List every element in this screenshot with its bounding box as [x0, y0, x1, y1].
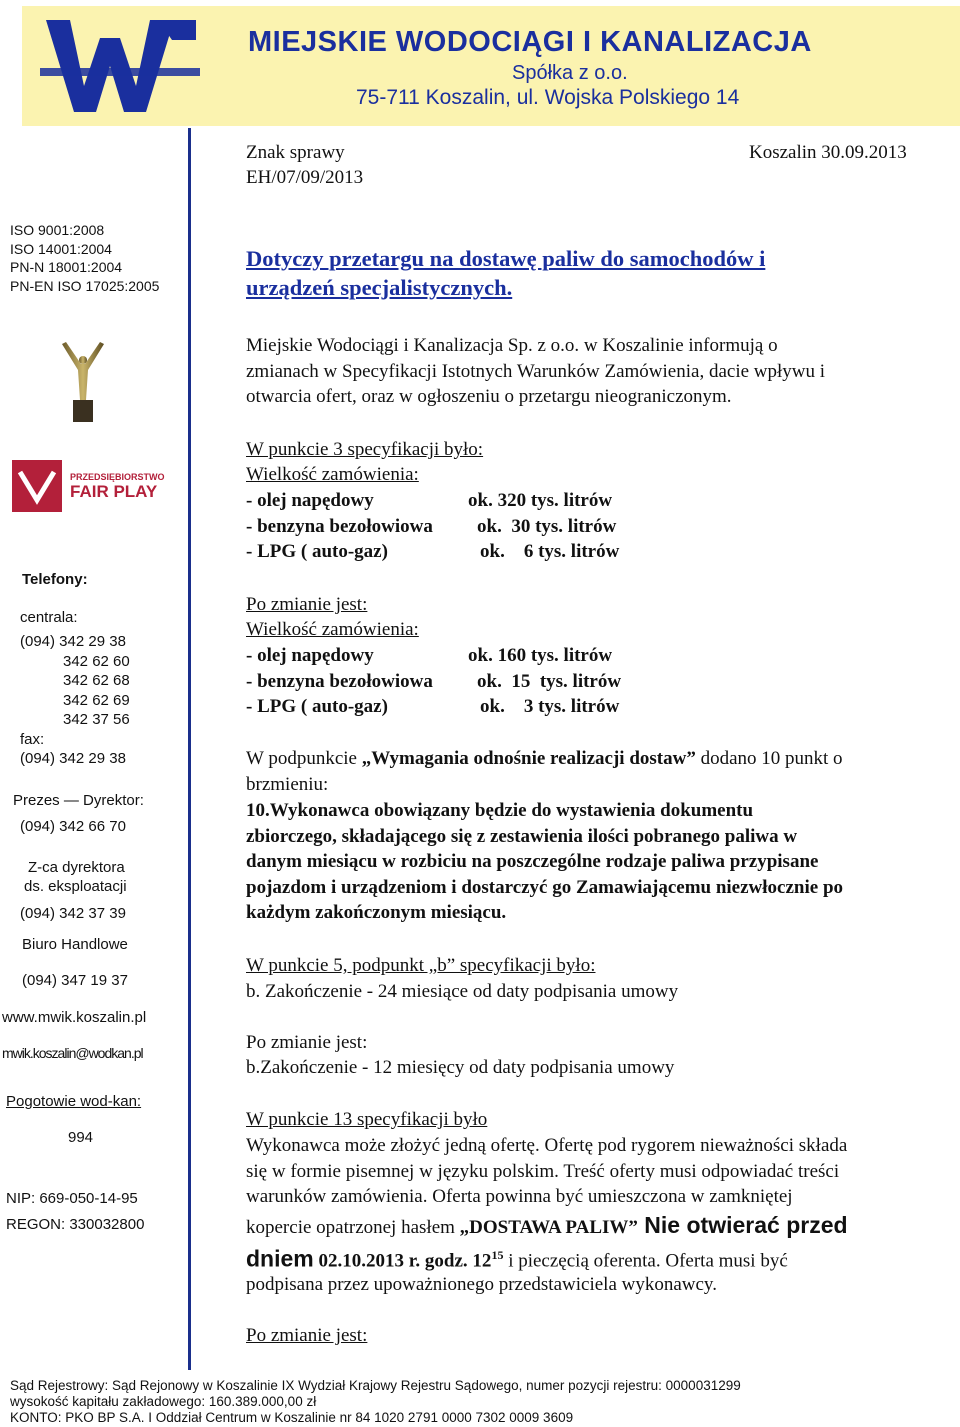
p13-line5 [246, 1243, 788, 1274]
subpoint-suffix: dodano 10 punkt o [695, 748, 843, 769]
fuel-amount: ok. 160 tys. litrów [468, 645, 613, 666]
fuel-amount: ok. 30 tys. litrów [477, 515, 617, 537]
fuel-name: - olej napędowy [246, 490, 374, 511]
footer-account: KONTO: PKO BP S.A. I Oddział Centrum w Koszalinie nr 84 1020 2791 0000 7302 0009 3609 [10, 1410, 574, 1425]
phone-number: 342 37 56 [63, 711, 130, 728]
volume-item [246, 643, 613, 669]
volume-item [246, 514, 617, 540]
fuel-name: - LPG ( auto-gaz) [246, 696, 388, 717]
iso-item: ISO 14001:2004 [10, 240, 112, 257]
fair-play-label: FAIR PLAY [70, 482, 158, 501]
fuel-amount: ok. 6 tys. litrów [480, 541, 620, 562]
biuro-number: (094) 347 19 37 [22, 972, 128, 989]
centrala-label: centrala: [20, 609, 78, 626]
before-volume-list [246, 488, 620, 565]
footer-court: Sąd Rejestrowy: Sąd Rejonowy w Koszalinie IX Wydział Krajowy Rejestru Sądowego, numer pozycji rejestru: 0000031299 [10, 1378, 741, 1393]
iso-item: ISO 9001:2008 [10, 222, 105, 238]
volume-item [246, 488, 613, 514]
p13-line6: podpisana przez upoważnionego przedstawiciela wykonawcy. [246, 1274, 717, 1295]
intro-paragraph [246, 333, 825, 410]
point10-line: zbiorczego, składającego się z zestawienia ilości pobranego paliwa w [246, 825, 798, 847]
fax-label: fax: [20, 731, 45, 748]
p13-line: warunków zamówienia. Oferta powinna być umieszczona w zamkniętej [246, 1186, 793, 1207]
iso-item: PN-N 18001:2004 [10, 259, 123, 275]
p13-deadline-minutes: 15 [491, 1248, 504, 1262]
p13-paragraph [246, 1133, 847, 1210]
subpoint-paragraph [246, 746, 843, 772]
website-link[interactable]: www.mwik.koszalin.pl [2, 1009, 147, 1026]
fuel-amount: ok. 320 tys. litrów [468, 490, 613, 511]
p5-before: b. Zakończenie - 24 miesiące od daty podpisania umowy [246, 981, 679, 1002]
zca-label: Z-ca dyrektora [28, 859, 125, 876]
after-heading: Po zmianie jest: [246, 594, 368, 615]
biuro-label: Biuro Handlowe [22, 936, 128, 953]
email-link[interactable]: mwik.koszalin@wodkan.pl [2, 1045, 143, 1061]
fuel-amount: ok. 3 tys. litrów [480, 696, 620, 717]
point10-line: każdym zakończonym miesiącu. [246, 902, 507, 923]
subject-line: urządzeń specjalistycznych. [246, 275, 513, 300]
intro-line: Miejskie Wodociągi i Kanalizacja Sp. z o.o. w Koszalinie informują o [246, 335, 778, 356]
pogotowie-number: 994 [68, 1129, 94, 1146]
p3-heading: W punkcie 3 specyfikacji było: [246, 439, 484, 460]
point10-paragraph [246, 798, 843, 926]
fuel-amount: ok. 15 tys. litrów [477, 670, 622, 692]
p13-l4-prefix: kopercie opatrzonej hasłem [246, 1217, 460, 1238]
p13-deadline: 02.10.2013 r. godz. 12 [313, 1250, 492, 1272]
phone-number: 342 62 69 [63, 692, 130, 709]
footer-capital: wysokość kapitału zakładowego: 160.389.000,00 zł [10, 1394, 317, 1409]
phone-number: 342 62 68 [63, 672, 130, 689]
fair-play-label-top: PRZEDSIĘBIORSTWO [70, 472, 165, 482]
p13-password: „DOSTAWA PALIW” [459, 1217, 638, 1238]
prezes-number: (094) 342 66 70 [20, 818, 126, 835]
fuel-name: - LPG ( auto-gaz) [246, 541, 388, 562]
p13-do-not-open: Nie otwierać przed [637, 1212, 848, 1238]
prezes-label: Prezes — Dyrektor: [13, 792, 144, 809]
volume-item [246, 539, 620, 565]
phones-title: Telefony: [22, 571, 88, 588]
p13-line: Wykonawca może złożyć jedną ofertę. Ofertę pod rygorem nieważności składa [246, 1135, 848, 1156]
fuel-name: - benzyna bezołowiowa [246, 515, 433, 537]
fair-play-logo-icon [12, 460, 62, 512]
volume-heading: Wielkość zamówienia: [246, 619, 419, 640]
p13-line4 [246, 1213, 848, 1241]
p5-heading: W punkcie 5, podpunkt „b” specyfikacji było: [246, 955, 596, 976]
iso-item: PN-EN ISO 17025:2005 [10, 277, 160, 294]
company-logo [40, 14, 200, 118]
company-address: 75-711 Koszalin, ul. Wojska Polskiego 14 [356, 86, 740, 109]
p13-heading: W punkcie 13 specyfikacji było [246, 1109, 488, 1130]
point10-line: 10.Wykonawca obowiązany będzie do wystawienia dokumentu [246, 800, 754, 821]
fax-number: (094) 342 29 38 [20, 750, 126, 767]
volume-item [246, 694, 620, 720]
p13-dniem: dniem [246, 1245, 314, 1272]
company-name: MIEJSKIE WODOCIĄGI I KANALIZACJA [248, 26, 812, 58]
regon: REGON: 330032800 [6, 1216, 145, 1233]
subpoint-line2: brzmieniu: [246, 774, 329, 795]
intro-line: zmianach w Specyfikacji Istotnych Warunków Zamówienia, dacie wpływu i [246, 360, 826, 382]
pogotowie-label: Pogotowie wod-kan: [6, 1093, 142, 1110]
p13-line: się w formie pisemnej w języku polskim. Treść oferty musi odpowiadać treści [246, 1160, 840, 1182]
p5-after: b.Zakończenie - 12 miesięcy od daty podpisania umowy [246, 1057, 675, 1078]
place-date: Koszalin 30.09.2013 [749, 142, 907, 163]
intro-line: otwarcia ofert, oraz w ogłoszeniu o przetargu nieograniczonym. [246, 386, 732, 407]
point10-line: danym miesiącu w rozbiciu na poszczególne rodzaje paliwa przypisane [246, 851, 819, 872]
p13-l5-suffix: i pieczęcią oferenta. Oferta musi być [503, 1250, 788, 1272]
award-statuette-icon [58, 340, 108, 424]
point10-line: pojazdom i urządzeniom i dostarczyć go Zamawiającemu niezwłocznie po [246, 876, 844, 898]
volume-item [246, 669, 622, 695]
sidebar-divider [188, 128, 191, 1370]
phone-number: 342 62 60 [63, 653, 130, 670]
subpoint-prefix: W podpunkcie [246, 748, 362, 769]
fuel-name: - benzyna bezołowiowa [246, 670, 433, 692]
p13-after-heading: Po zmianie jest: [246, 1325, 368, 1346]
nip: NIP: 669-050-14-95 [6, 1190, 138, 1207]
subpoint-title: „Wymagania odnośnie realizacji dostaw” [361, 748, 696, 769]
volume-heading: Wielkość zamówienia: [246, 464, 419, 485]
subject-line: Dotyczy przetargu na dostawę paliw do samochodów i [246, 246, 766, 271]
after-volume-list [246, 643, 622, 720]
zca-number: (094) 342 37 39 [20, 905, 126, 922]
ref-number: EH/07/09/2013 [246, 167, 364, 188]
phone-number: (094) 342 29 38 [20, 633, 126, 650]
iso-certifications [10, 221, 159, 295]
ref-label: Znak sprawy [246, 142, 345, 163]
p5-after-heading: Po zmianie jest: [246, 1032, 368, 1053]
zca-label-2: ds. eksploatacji [24, 878, 127, 895]
fuel-name: - olej napędowy [246, 645, 374, 666]
company-form: Spółka z o.o. [512, 62, 628, 84]
